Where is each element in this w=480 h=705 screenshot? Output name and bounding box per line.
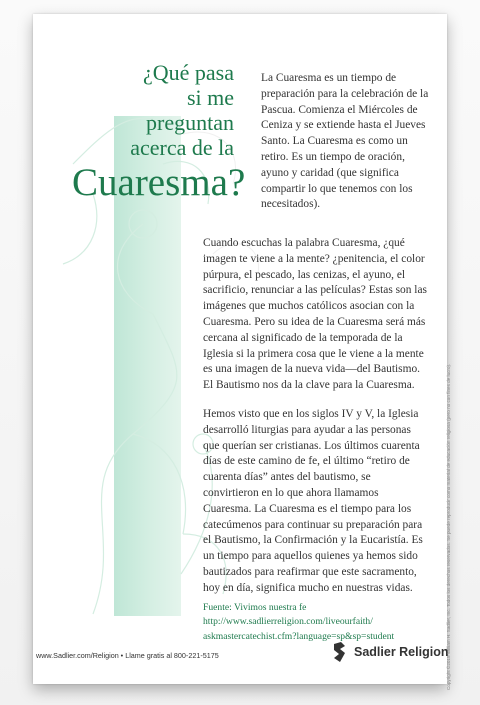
source-label: Fuente: Vivimos nuestra fe	[203, 602, 307, 613]
body-paragraph-2: Hemos visto que en los siglos IV y V, la Iglesia desarrolló liturgias para ayudar a las personas que querían ser cristianas. Los últimos cuarenta días de este camino de fe, el último “retiro de cuarenta días” antes del bautismo, se convirtieron en lo que ahora llamamos Cuaresma. La Cuaresma es el tiempo para los catecúmenos para continuar su preparación para el Bautismo, la Confirmación y la Eucaristía. Es un tiempo para aquellos quienes ya hemos sido bautizados para reafirmar que este sacramento, hoy en día, significa mucho en nuestras vidas.	[203, 408, 423, 594]
intro-paragraph: La Cuaresma es un tiempo de preparación para la celebración de la Pascua. Comienza el Miércoles de Ceniza y se extiende hasta el Jueves Santo. La Cuaresma es como un retiro. Es un tiempo de oración, ayuno y caridad (que significa compartir lo que tenemos con los necesitados).	[261, 72, 429, 211]
footer-contact: www.Sadlier.com/Religion • Llame gratis al 800-221-5175	[36, 651, 219, 660]
title-line-3: preguntan	[146, 110, 234, 135]
title-line-4: acerca de la	[130, 135, 234, 160]
title-big-word: Cuaresma?	[72, 161, 246, 204]
source-url-line-2[interactable]: askmastercatechist.cfm?language=sp&sp=student	[203, 630, 395, 642]
copyright-vertical: Copyright ©2015 William H. Sadlier, Inc. Todos los derechos reservados. Se puede reproducir como material de educación religiosa (pero no con fines de lucro).	[446, 363, 451, 690]
title-line-2: si me	[186, 85, 234, 110]
source-citation	[203, 601, 428, 644]
sadlier-logo-icon	[331, 641, 349, 663]
page-title	[72, 60, 246, 204]
source-url-line-1[interactable]: http://www.sadlierreligion.com/liveourfaith/	[203, 616, 373, 628]
logo-text: Sadlier Religion	[354, 645, 449, 659]
body-paragraph-1: Cuando escuchas la palabra Cuaresma, ¿qué imagen te viene a la mente? ¿penitencia, el color púrpura, el pescado, las cenizas, el ayuno, el sacrificio, renunciar a las películas? Estas son las imágenes que muchos católicos asocian con la Cuaresma. Pero su idea de la Cuaresma será más cercana al significado de la temporada de la Iglesia si la primera cosa que le viene a la mente es una imagen de la nueva vida—del Bautismo. El Bautismo nos da la clave para la Cuaresma.	[203, 237, 427, 392]
sadlier-logo	[331, 641, 448, 663]
title-line-1: ¿Qué pasa	[142, 60, 234, 85]
